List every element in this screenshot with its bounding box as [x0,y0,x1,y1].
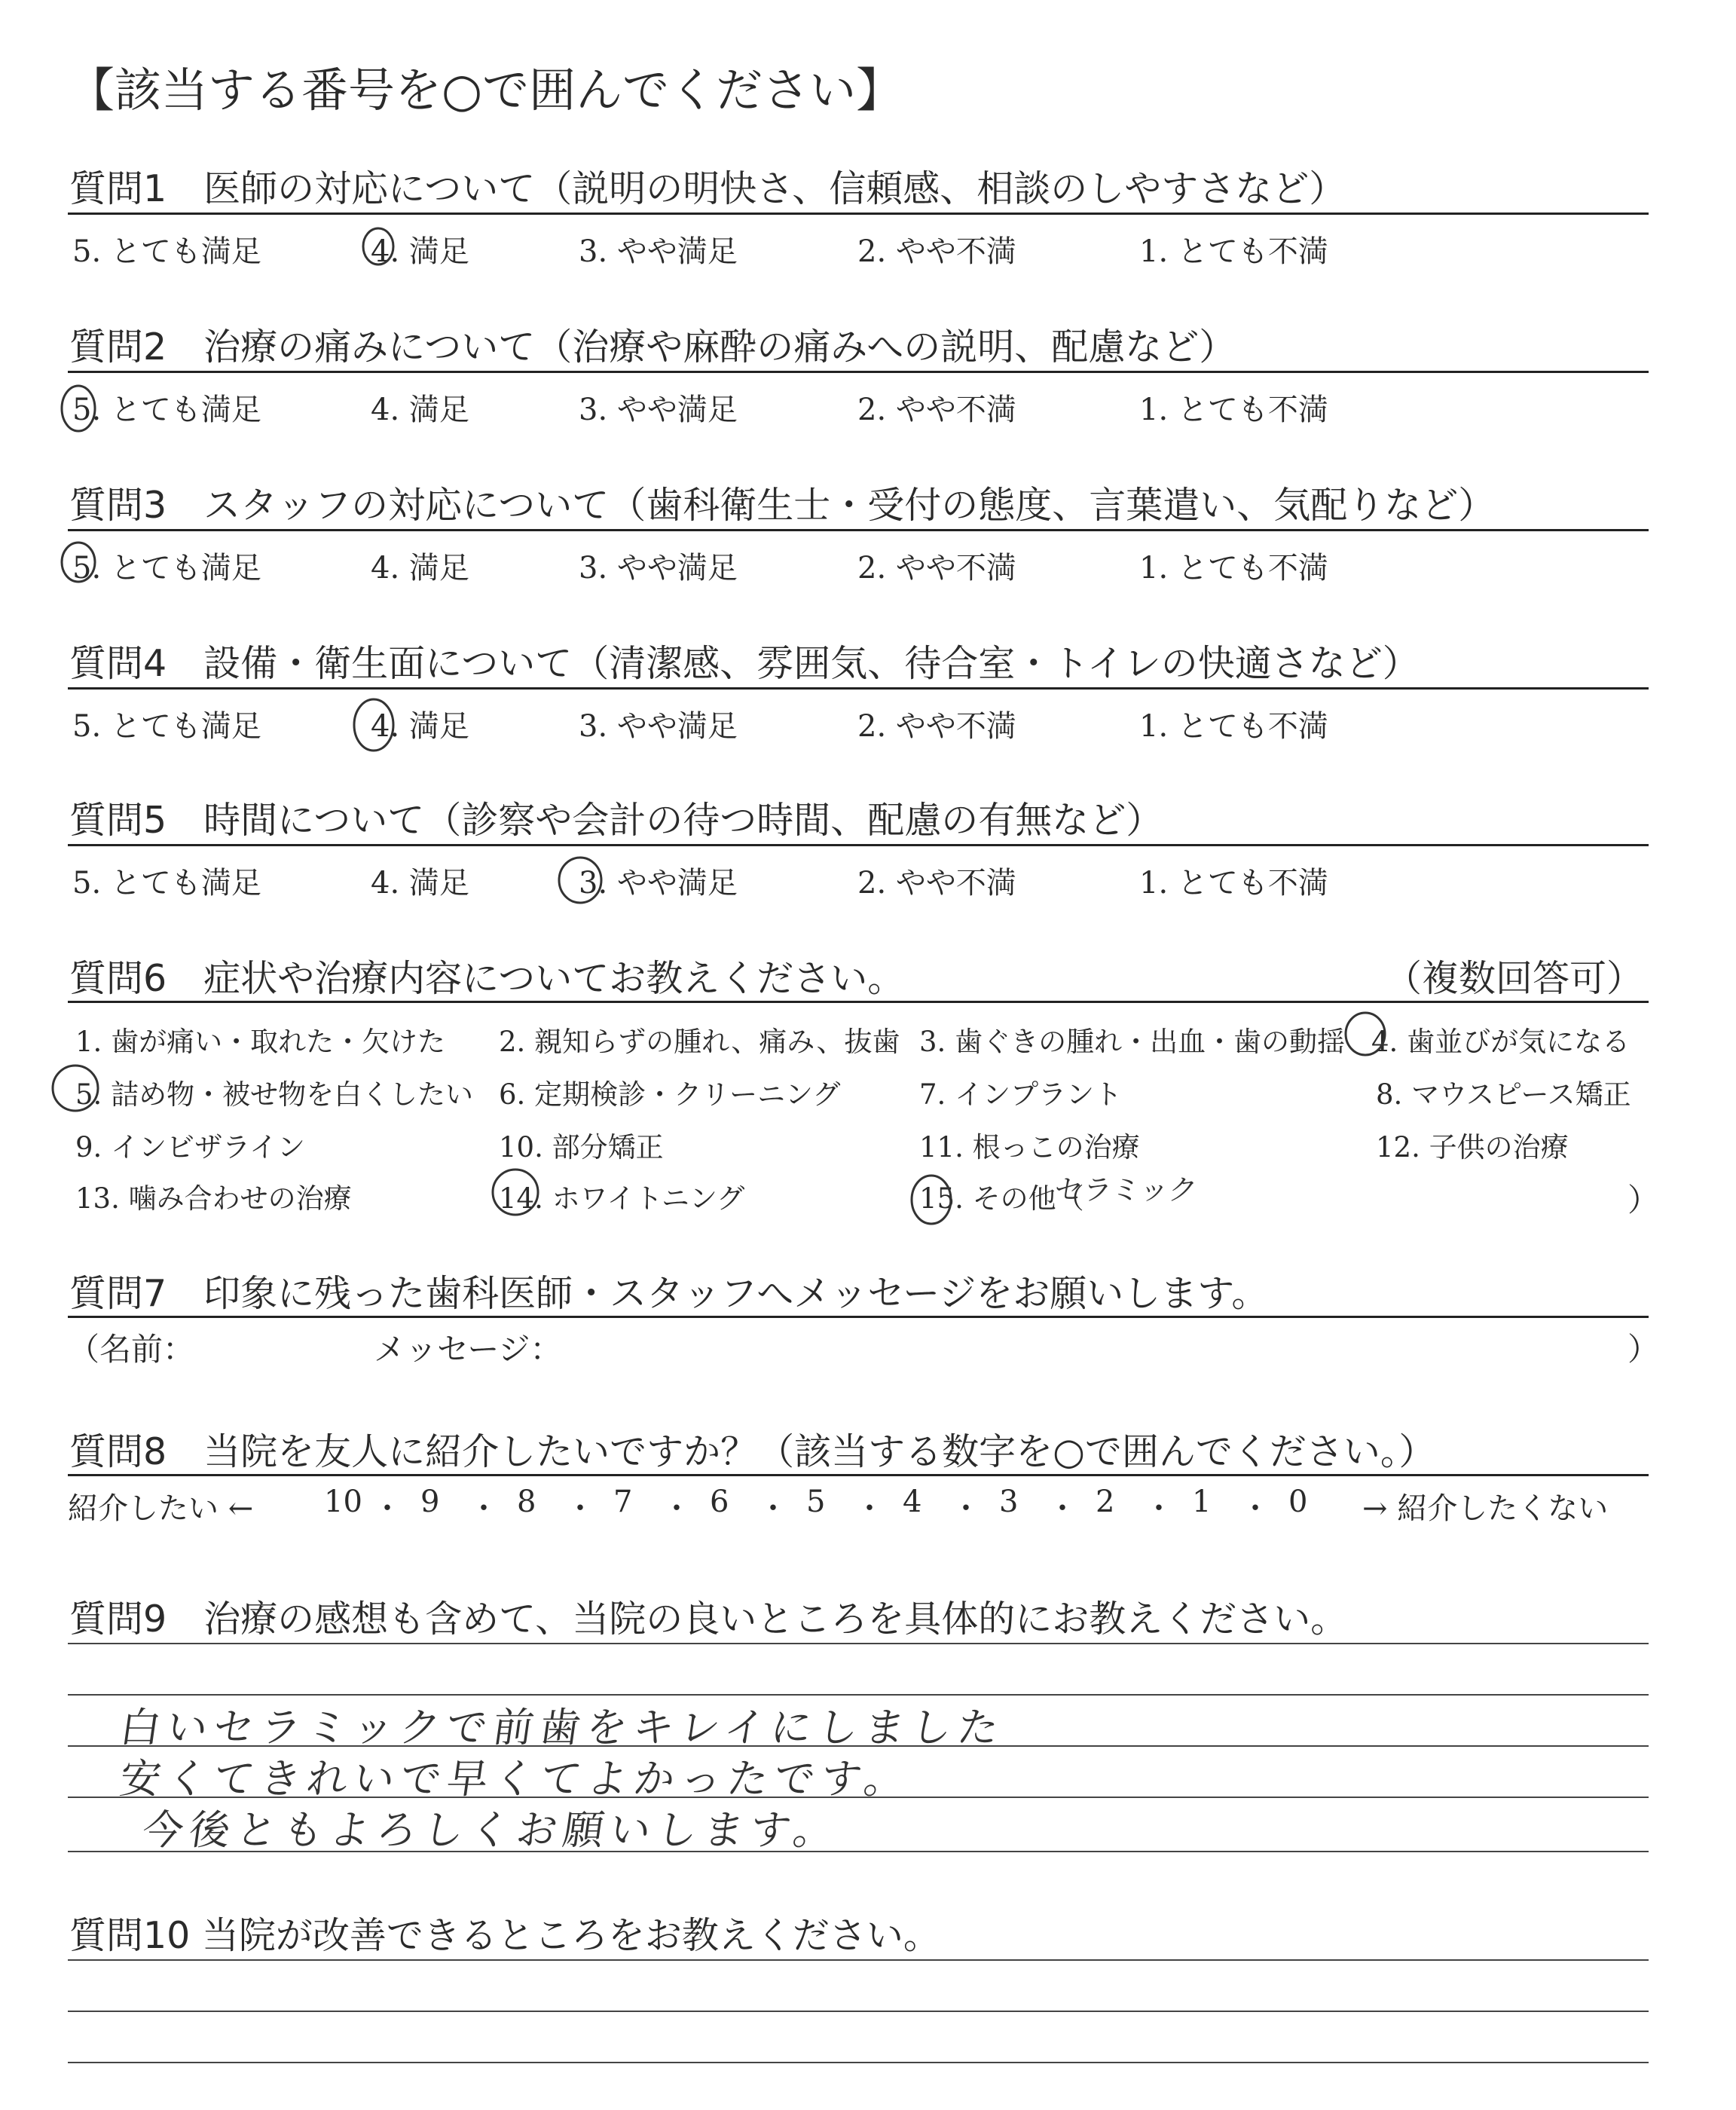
q4-option-4[interactable]: 4. 満足 [371,709,469,744]
q9-line-1 [68,1643,1649,1644]
question-1-heading: 質問1 医師の対応について（説明の明快さ、信頼感、相談のしやすさなど） [69,167,1346,210]
q1-option-4[interactable]: 4. 満足 [371,234,469,269]
question-7-heading: 質問7 印象に残った歯科医師・スタッフへメッセージをお願いします。 [69,1272,1269,1315]
q8-scale-value-4[interactable]: 4 [903,1485,922,1519]
q8-scale-value-2[interactable]: 2 [1096,1485,1115,1519]
q7-close-paren: ） [1628,1331,1660,1368]
q5-option-4[interactable]: 4. 満足 [371,866,469,901]
q8-scale-separator: ・ [662,1491,692,1526]
q9-answer-line-1[interactable]: 白いセラミックで前歯をキレイにしました [117,1704,1008,1751]
question-7-rule [68,1316,1649,1318]
question-6-heading: 質問6 症状や治療内容についてお教えください。 [69,957,905,1000]
q8-scale-separator: ・ [854,1491,885,1526]
q6-option-2[interactable]: 2. 親知らずの腫れ、痛み、抜歯 [499,1026,900,1058]
q8-scale-value-6[interactable]: 6 [710,1485,729,1519]
q4-option-5[interactable]: 5. とても満足 [72,709,261,744]
q3-option-1[interactable]: 1. とても不満 [1139,551,1328,586]
q8-scale-separator: ・ [951,1491,981,1526]
q6-option-15[interactable]: 15. その他（ [919,1182,1084,1215]
question-2-rule [68,371,1649,373]
q5-option-3[interactable]: 3. やや満足 [579,866,738,901]
q8-scale-value-0[interactable]: 0 [1288,1485,1308,1519]
q6-option-3[interactable]: 3. 歯ぐきの腫れ・出血・歯の動揺 [919,1026,1346,1058]
q3-option-2[interactable]: 2. やや不満 [857,551,1016,586]
q4-option-1[interactable]: 1. とても不満 [1139,709,1328,744]
q6-option-7[interactable]: 7. インプラント [919,1078,1123,1111]
q2-option-5[interactable]: 5. とても満足 [72,393,261,427]
q8-scale-value-9[interactable]: 9 [420,1485,440,1519]
q2-option-2[interactable]: 2. やや不満 [857,393,1016,427]
q5-option-1[interactable]: 1. とても不満 [1139,866,1328,901]
q4-option-3[interactable]: 3. やや満足 [579,709,738,744]
question-6-rule [68,1001,1649,1003]
q6-option-8[interactable]: 8. マウスピース矯正 [1376,1078,1631,1111]
q8-scale-value-1[interactable]: 1 [1192,1485,1212,1519]
q1-option-1[interactable]: 1. とても不満 [1139,234,1328,269]
q6-option-13[interactable]: 13. 噛み合わせの治療 [75,1182,352,1215]
q8-scale-separator: ・ [758,1491,788,1526]
q8-scale-value-7[interactable]: 7 [613,1485,633,1519]
q1-option-5[interactable]: 5. とても満足 [72,234,261,269]
question-1-rule [68,213,1649,215]
q6-option-5[interactable]: 5. 詰め物・被せ物を白くしたい [75,1078,474,1111]
q6-option-11[interactable]: 11. 根っこの治療 [919,1131,1140,1164]
q10-line-2 [68,2011,1649,2012]
question-4-rule [68,687,1649,690]
q8-scale-value-10[interactable]: 10 [324,1485,362,1519]
q2-option-4[interactable]: 4. 満足 [371,393,469,427]
question-4-heading: 質問4 設備・衛生面について（清潔感、雰囲気、待合室・トイレの快適さなど） [69,642,1420,685]
q6-option-12[interactable]: 12. 子供の治療 [1376,1131,1569,1164]
q6-other-close-paren: ） [1628,1182,1660,1219]
q6-option-1[interactable]: 1. 歯が痛い・取れた・欠けた [75,1026,446,1058]
q3-option-3[interactable]: 3. やや満足 [579,551,738,586]
question-8-rule [68,1474,1649,1476]
q7-message-label: メッセージ： [374,1331,562,1368]
form-title: 【該当する番号を○で囲んでください】 [68,63,903,118]
q8-scale-separator: ・ [565,1491,595,1526]
q10-line-3 [68,2062,1649,2063]
q8-scale-separator: ・ [469,1491,499,1526]
q2-option-3[interactable]: 3. やや満足 [579,393,738,427]
q1-option-2[interactable]: 2. やや不満 [857,234,1016,269]
q8-scale-separator: ・ [1047,1491,1077,1526]
q6-option-4[interactable]: 4. 歯並びが気になる [1371,1026,1631,1058]
q3-option-5[interactable]: 5. とても満足 [72,551,261,586]
question-3-heading: 質問3 スタッフの対応について（歯科衛生士・受付の態度、言葉遣い、気配りなど） [69,484,1496,527]
q5-option-2[interactable]: 2. やや不満 [857,866,1016,901]
q4-option-2[interactable]: 2. やや不満 [857,709,1016,744]
q6-option-10[interactable]: 10. 部分矯正 [499,1131,664,1164]
q8-scale-value-3[interactable]: 3 [999,1485,1019,1519]
question-9-heading: 質問9 治療の感想も含めて、当院の良いところを具体的にお教えください。 [69,1598,1348,1641]
q8-scale-value-8[interactable]: 8 [517,1485,536,1519]
q2-option-1[interactable]: 1. とても不満 [1139,393,1328,427]
q6-option-6[interactable]: 6. 定期検診・クリーニング [499,1078,841,1111]
q6-other-handwritten[interactable]: セラミック [1052,1173,1200,1206]
q7-name-label: （名前： [68,1331,195,1368]
q3-option-4[interactable]: 4. 満足 [371,551,469,586]
q8-scale-separator: ・ [372,1491,402,1526]
q8-scale-value-5[interactable]: 5 [806,1485,826,1519]
question-8-heading: 質問8 当院を友人に紹介したいですか？（該当する数字を○で囲んでください。） [69,1430,1436,1473]
q1-option-3[interactable]: 3. やや満足 [579,234,738,269]
question-6-multiple-note: （複数回答可） [1385,957,1644,1000]
q8-scale-separator: ・ [1144,1491,1174,1526]
q8-right-label: → 紹介したくない [1362,1491,1609,1526]
q6-option-14[interactable]: 14. ホワイトニング [499,1182,745,1215]
q6-option-9[interactable]: 9. インビザライン [75,1131,305,1164]
q8-scale-separator: ・ [1240,1491,1270,1526]
question-3-rule [68,529,1649,531]
q8-left-label: 紹介したい ← [68,1491,254,1526]
q5-option-5[interactable]: 5. とても満足 [72,866,261,901]
question-5-heading: 質問5 時間について（診察や会計の待つ時間、配慮の有無など） [69,799,1163,842]
q10-line-1 [68,1959,1649,1961]
question-10-heading: 質問10 当院が改善できるところをお教えください。 [69,1914,940,1957]
q9-answer-line-2[interactable]: 安くてきれいで早くてよかったです。 [117,1755,915,1803]
q9-answer-line-3[interactable]: 今後ともよろしくお願いします。 [139,1806,844,1854]
question-5-rule [68,844,1649,846]
question-2-heading: 質問2 治療の痛みについて（治療や麻酔の痛みへの説明、配慮など） [69,326,1236,368]
